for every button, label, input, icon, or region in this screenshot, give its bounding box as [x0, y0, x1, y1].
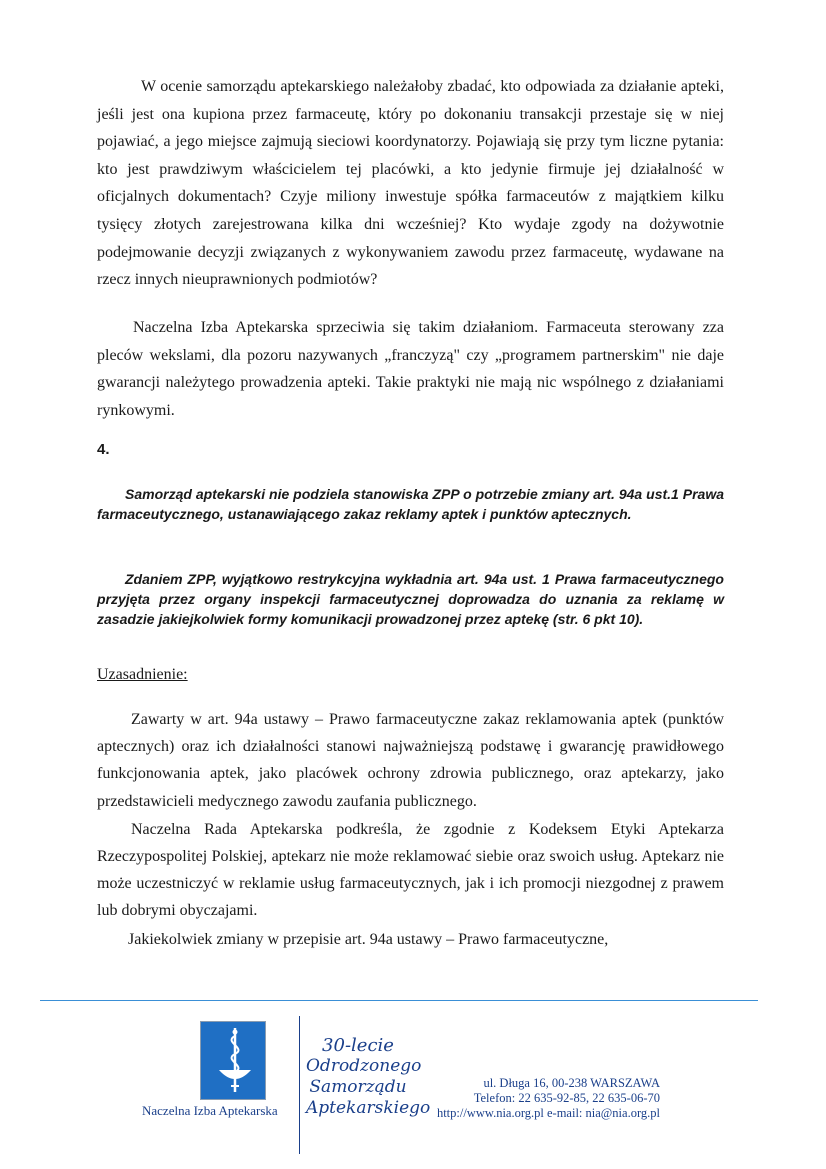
claim-statement-zpp: Zdaniem ZPP, wyjątkowo restrykcyjna wykładnia art. 94a ust. 1 Prawa farmaceutycznego przyjęta przez organy inspekcji farmaceutycznej doprowadza do uznania za reklamę w zasadzie jakiejkolwiek formy komunikacji prowadzonej przez aptekę (str. 6 pkt 10). — [97, 571, 724, 627]
contact-block — [420, 1076, 660, 1121]
paragraph: Naczelna Rada Aptekarska podkreśla, że zgodnie z Kodeksem Etyki Aptekarza Rzeczypospolitej Polskiej, aptekarz nie może reklamować siebie oraz swoich usług. Aptekarz nie może uczestniczyć w reklamie usług farmaceutycznych, jak i ich promocji niezgodnej z prawem lub dobrymi obyczajami. — [97, 820, 724, 920]
anniversary-mark — [306, 1035, 431, 1119]
anniversary-line: Odrodzonego — [306, 1056, 422, 1076]
phone: Telefon: 22 635-92-85, 22 635-06-70 — [473, 1091, 660, 1105]
web-email: http://www.nia.org.pl e-mail: nia@nia.org.pl — [436, 1106, 660, 1120]
paragraph: Zawarty w art. 94a ustawy – Prawo farmaceutyczne zakaz reklamowania aptek (punktów aptecznych) oraz ich działalności stanowi najważniejszą podstawę i gwarancję prawidłowego funkcjonowania aptek, jako placówek ochrony zdrowia publicznego, oraz aptekarzy, jako przedstawicieli medycznego zawodu zaufania publicznego. — [97, 711, 724, 810]
organization-name: Naczelna Izba Aptekarska — [142, 1103, 278, 1118]
address: ul. Długa 16, 00-238 WARSZAWA — [483, 1076, 660, 1090]
section-number: 4. — [97, 441, 110, 458]
anniversary-line: 30-lecie — [322, 1035, 394, 1056]
anniversary-line: Samorządu — [309, 1077, 407, 1097]
paragraph-block-justification — [97, 706, 724, 953]
anniversary-line: Aptekarskiego — [306, 1098, 431, 1118]
justification-heading: Uzasadnienie: — [97, 666, 188, 683]
claim-statement: Samorząd aptekarski nie podziela stanowiska ZPP o potrzebie zmiany art. 94a ust.1 Prawa farmaceutycznego, ustanawiającego zakaz reklamy aptek i punktów aptecznych. — [97, 486, 724, 522]
paragraph: W ocenie samorządu aptekarskiego należałoby zbadać, kto odpowiada za działanie apteki, jeśli jest ona kupiona przez farmaceutę, który po dokonaniu transakcji przestaje się w niej pojawiać, a jego miejsce zajmują sieciowi koordynatorzy. Pojawiają się przy tym liczne pytania: kto jest prawdziwym właścicielem tej placówki, a kto jedynie firmuje jej działalność w oficjalnych dokumentach? Czyje miliony inwestuje spółka farmaceutów z majątkiem kilku tysięcy złotych zarejestrowana kilka dni wcześniej? Kto wydaje zgody na dożywotnie podejmowanie decyzji związanych z wykonywaniem zawodu przez farmaceutę, wydawane na rzecz innych nieuprawnionych podmiotów? — [97, 78, 724, 289]
paragraph: Jakiekolwiek zmiany w przepisie art. 94a ustawy – Prawo farmaceutyczne, — [128, 930, 609, 948]
paragraph-block-nia — [97, 314, 724, 424]
footer-vertical-divider — [299, 1016, 300, 1154]
paragraph: Naczelna Izba Aptekarska sprzeciwia się takim działaniom. Farmaceuta sterowany zza pleców wekslami, dla pozoru nazywanych „franczyzą" czy „programem partnerskim" nie daje gwarancji należytego prowadzenia apteki. Takie praktyki nie mają nic wspólnego z działaniami rynkowymi. — [97, 319, 724, 419]
paragraph-block-top — [97, 73, 724, 294]
footer-divider — [40, 1000, 758, 1001]
caduceus-bowl-icon — [200, 1021, 266, 1100]
